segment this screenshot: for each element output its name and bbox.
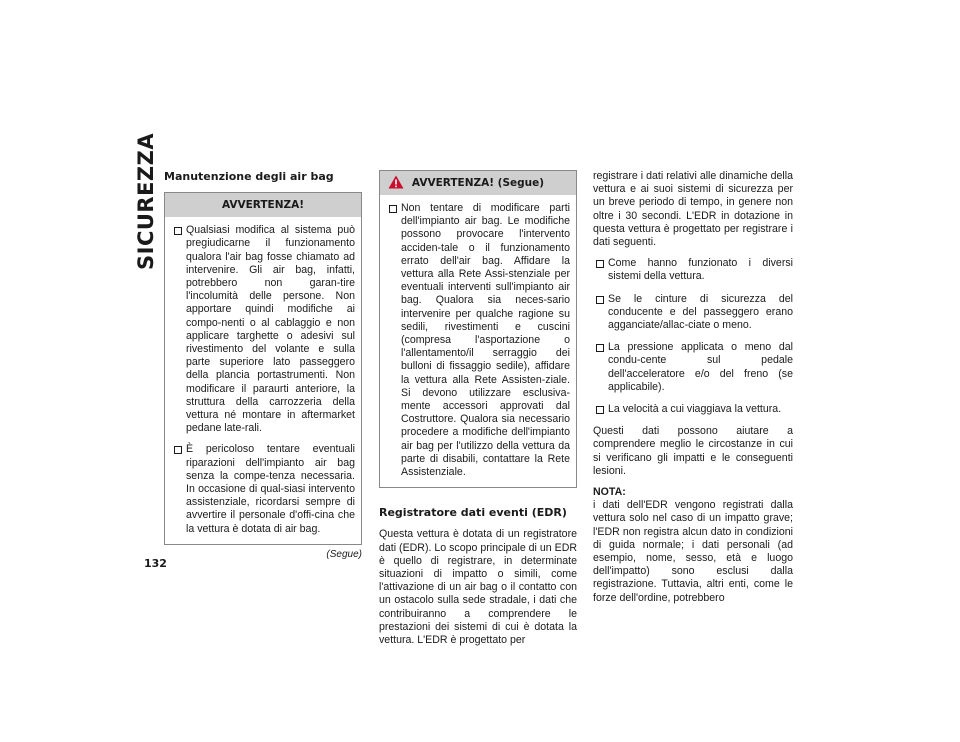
- paragraph-edr-purpose: Questi dati possono aiutare a comprendere meglio le circostanze in cui si verificano gli impatti e le conseguenti lesioni.: [593, 425, 793, 477]
- checkbox-bullet-icon: [174, 446, 182, 454]
- warning-title: AVVERTENZA! (Segue): [411, 177, 545, 189]
- warning-title: AVVERTENZA!: [221, 199, 305, 212]
- column-2: [379, 170, 577, 655]
- page-number: 132: [144, 557, 167, 570]
- list-item: La velocità a cui viaggiava la vettura.: [593, 403, 793, 416]
- checkbox-bullet-icon: [596, 260, 604, 268]
- note-label: NOTA:: [593, 486, 626, 499]
- list-item: Qualsiasi modifica al sistema può pregiudicarne il funzionamento qualora l'air bag fosse chiamato ad intervenire. Gli air bag, infatti, potrebbero non garan-tire l'incolumità delle persone. Non apportare quindi modifiche ai compo-nenti o al cablaggio e non applicare targhette o adesivi sul rivestimento del volante e sulla parte superiore lato passeggero della plancia portastrumenti. Non modificare il paraurti anteriore, la struttura della carrozzeria della vettura né montare in aftermarket pedane late-rali.: [171, 224, 355, 435]
- checkbox-bullet-icon: [596, 296, 604, 304]
- list-item: La pressione applicata o meno dal condu-cente sul pedale dell'acceleratore e/o del freno (se applicabile).: [593, 341, 793, 394]
- checkbox-bullet-icon: [596, 344, 604, 352]
- column-1: [164, 170, 362, 561]
- warning-header: [165, 193, 361, 217]
- note-text: i dati dell'EDR vengono registrati dalla vettura solo nel caso di un impatto grave; l'EDR non registra alcun dato in condizioni di guida normale; i dati personali (ad esempio, nome, sesso, età e luogo dell'impatto) sono esclusi dalla registrazione. Tuttavia, altri enti, come le forze dell'ordine, potrebbero: [593, 499, 793, 604]
- list-item: Come hanno funzionato i diversi sistemi della vettura.: [593, 257, 793, 283]
- section-side-title: SICUREZZA: [134, 132, 158, 270]
- paragraph-edr-continued: registrare i dati relativi alle dinamiche della vettura e ai suoi sistemi di sicurezza per un breve periodo di tempo, in genere non oltre i 30 secondi. L'EDR in dotazione in questa vettura è progettato per registrare i dati seguenti.: [593, 170, 793, 249]
- column-3: [593, 170, 793, 613]
- checkbox-bullet-icon: [389, 205, 397, 213]
- list-item: Non tentare di modificare parti dell'impianto air bag. Le modifiche possono provocare l'intervento acciden-tale o il funzionamento errato dell'air bag. Affidare la vettura alla Rete Assi-stenziale per eventuali interventi sull'impianto air bag. Qualora sia neces-sario intervenire per qualche ragione su sedili, rivestimenti e cuscini (compresa l'asportazione o l'allentamento/il serraggio dei bulloni di fissaggio sedile), affidare la vettura alla Rete Assisten-ziale. Si devono utilizzare esclusiva-mente accessori approvati dal Costruttore. Qualora sia necessario procedere a modifiche dell'impianto air bag per l'utilizzo della vettura da parte di disabili, contattare la Rete Assistenziale.: [386, 202, 570, 479]
- heading-edr: Registratore dati eventi (EDR): [379, 506, 567, 520]
- warning-body: [165, 217, 361, 544]
- warning-box-1: [164, 192, 362, 545]
- warning-box-2: [379, 170, 577, 488]
- heading-airbag-maintenance: Manutenzione degli air bag: [164, 170, 334, 183]
- warning-header: [380, 171, 576, 195]
- checkbox-bullet-icon: [596, 406, 604, 414]
- list-item: È pericoloso tentare eventuali riparazioni dell'impianto air bag senza la compe-tenza necessaria. In occasione di qual-siasi intervento assistenziale, ricordarsi sempre di avvertire il personale d'offi-cina che la vettura è dotata di air bag.: [171, 443, 355, 535]
- warning-triangle-icon: [388, 175, 404, 189]
- warning-body: [380, 195, 576, 487]
- continued-label: (Segue): [326, 548, 362, 560]
- list-item: Se le cinture di sicurezza del conducente e del passeggero erano agganciate/allac-ciate o meno.: [593, 293, 793, 333]
- checkbox-bullet-icon: [174, 227, 182, 235]
- paragraph-edr-intro: Questa vettura è dotata di un registratore dati (EDR). Lo scopo principale di un EDR è quello di registrare, in determinate situazioni di impatto o simili, come l'attivazione di un air bag o il contatto con un ostacolo sulla sede stradale, i dati che contribuiranno a comprendere le prestazioni dei sistemi di cui è dotata la vettura. L'EDR è progettato per: [379, 528, 577, 647]
